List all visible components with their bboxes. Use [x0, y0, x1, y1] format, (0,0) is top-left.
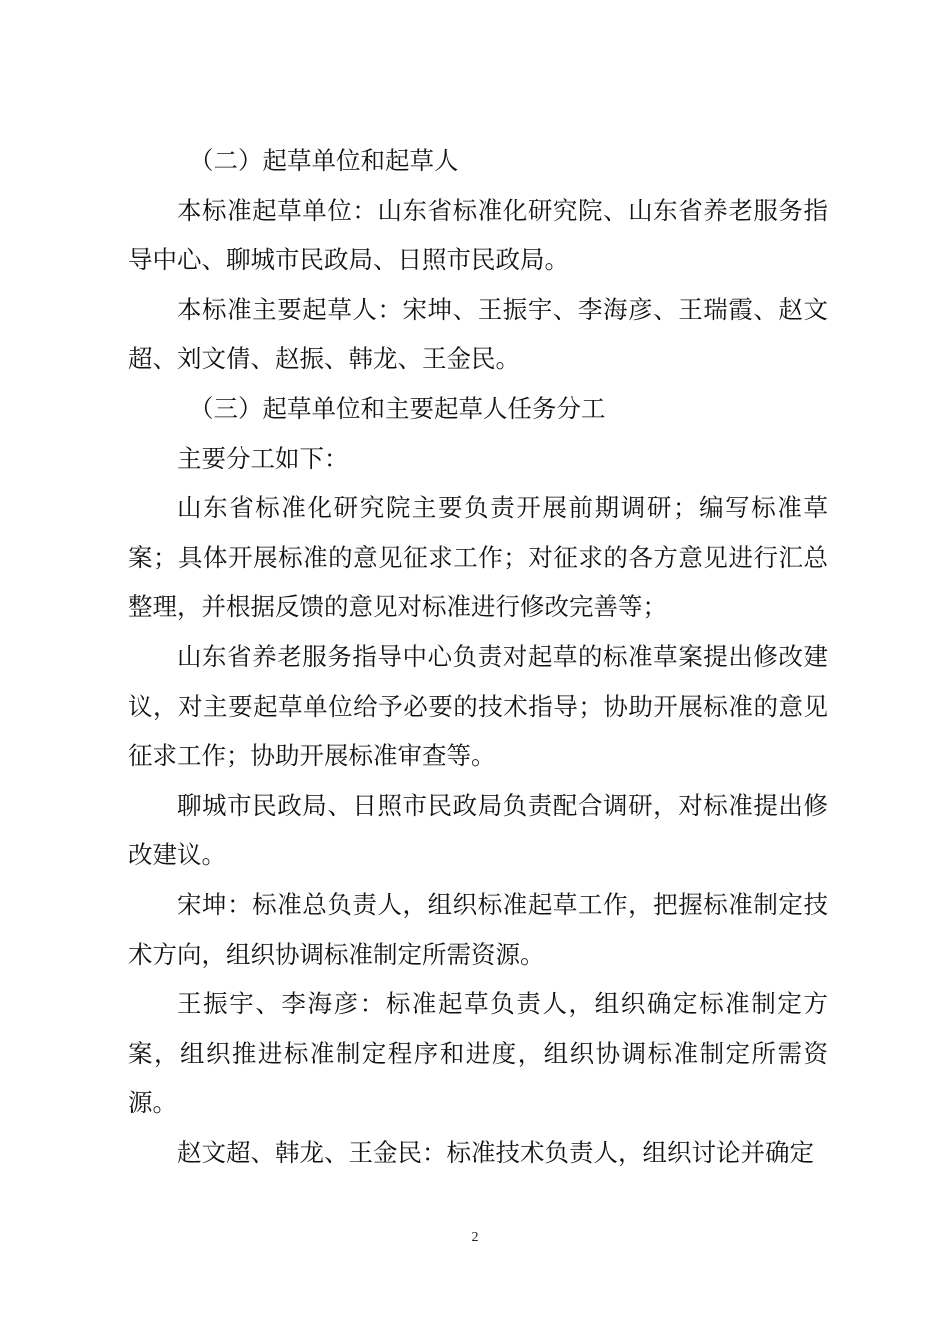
- section-heading-drafting-units: （二）起草单位和起草人: [189, 146, 459, 175]
- paragraph-songkun-duties: 宋坤：标准总负责人，组织标准起草工作，把握标准制定技术方向，组织协调标准制定所需资源。: [128, 889, 828, 969]
- paragraph-wang-li-duties: 王振宇、李海彦：标准起草负责人，组织确定标准制定方案，组织推进标准制定程序和进度，组织协调标准制定所需资源。: [128, 989, 828, 1118]
- paragraph-division-intro: 主要分工如下：: [177, 443, 349, 473]
- page-number: 2: [471, 1230, 479, 1245]
- paragraph-drafting-units: 本标准起草单位：山东省标准化研究院、山东省养老服务指导中心、聊城市民政局、日照市民政局。: [128, 195, 828, 275]
- paragraph-center-duties: 山东省养老服务指导中心负责对起草的标准草案提出修改建议，对主要起草单位给予必要的技术指导；协助开展标准的意见征求工作；协助开展标准审查等。: [128, 641, 828, 771]
- paragraph-institute-duties: 山东省标准化研究院主要负责开展前期调研；编写标准草案；具体开展标准的意见征求工作；对征求的各方意见进行汇总整理，并根据反馈的意见对标准进行修改完善等；: [128, 493, 828, 622]
- section-heading-task-division: （三）起草单位和主要起草人任务分工: [189, 393, 606, 423]
- body-text: [128, 136, 828, 1177]
- paragraph-technical-leads: 赵文超、韩龙、王金民：标准技术负责人，组织讨论并确定: [177, 1137, 814, 1167]
- paragraph-bureau-duties: 聊城市民政局、日照市民政局负责配合调研，对标准提出修改建议。: [128, 790, 828, 870]
- paragraph-main-drafters: 本标准主要起草人：宋坤、王振宇、李海彦、王瑞霞、赵文超、刘文倩、赵振、韩龙、王金民。: [128, 294, 828, 374]
